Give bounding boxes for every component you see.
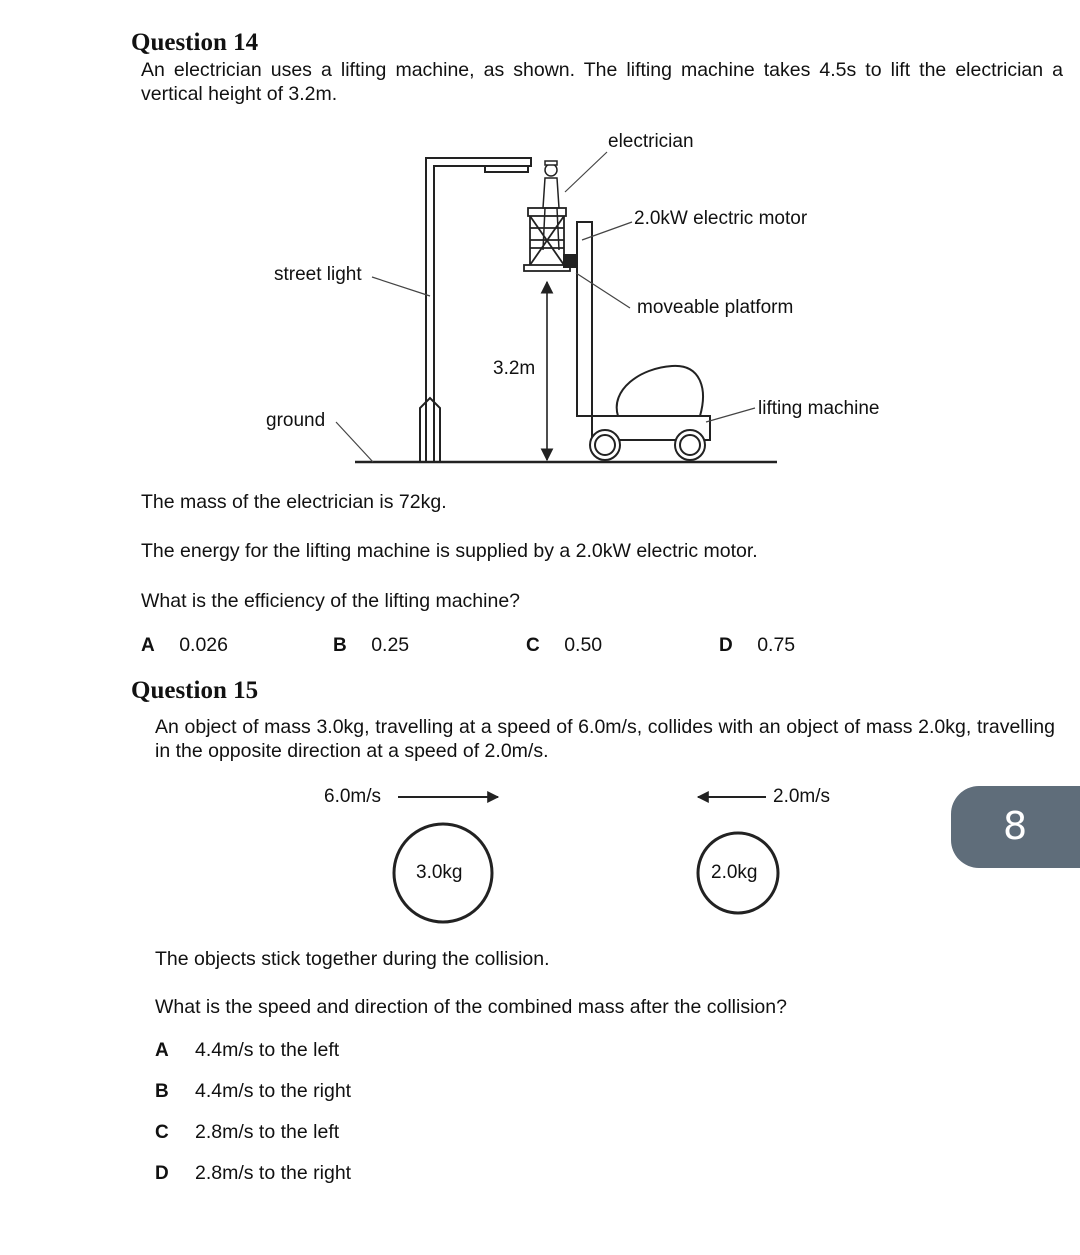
q14-option-c[interactable]: C 0.50 — [526, 634, 603, 656]
lifting-machine-diagram — [0, 120, 1080, 480]
q14-mass-statement: The mass of the electrician is 72kg. — [141, 491, 447, 513]
label-electrician: electrician — [608, 131, 694, 152]
question-14-title: Question 14 — [131, 29, 259, 56]
label-moveable-platform: moveable platform — [637, 297, 794, 318]
question-15-title: Question 15 — [131, 677, 259, 704]
page-number-tab[interactable] — [951, 786, 1080, 868]
motor-block — [563, 254, 577, 268]
label-mass-3kg: 3.0kg — [416, 862, 463, 883]
leader-ground — [336, 422, 373, 462]
lifting-machine-body — [590, 366, 710, 460]
label-mass-2kg: 2.0kg — [711, 862, 758, 883]
label-speed-2: 2.0m/s — [773, 786, 831, 807]
leader-motor — [582, 222, 632, 240]
leader-platform — [576, 273, 630, 308]
q15-stick-statement: The objects stick together during the collision. — [155, 948, 550, 970]
label-lifting-machine: lifting machine — [758, 398, 880, 419]
label-electric-motor: 2.0kW electric motor — [634, 208, 808, 229]
q15-option-b[interactable]: B 4.4m/s to the right — [155, 1080, 352, 1102]
label-street-light: street light — [274, 264, 362, 285]
question-14-intro: An electrician uses a lifting machine, as shown. The lifting machine takes 4.5s to lift the electrician a vertical height of 3.2m. — [141, 59, 1063, 105]
q14-option-a[interactable]: A 0.026 — [141, 634, 228, 656]
label-height: 3.2m — [493, 358, 536, 379]
page-number: 8 — [1003, 804, 1028, 848]
q14-option-d[interactable]: D 0.75 — [719, 634, 796, 656]
leader-electrician — [565, 152, 607, 192]
q14-question: What is the efficiency of the lifting machine? — [141, 590, 521, 612]
q14-option-b[interactable]: B 0.25 — [333, 634, 410, 656]
leader-machine — [706, 408, 755, 422]
collision-diagram — [0, 780, 1080, 930]
label-ground: ground — [266, 410, 326, 431]
q15-option-c[interactable]: C 2.8m/s to the left — [155, 1121, 340, 1143]
leader-street-light — [372, 277, 430, 296]
label-speed-6: 6.0m/s — [324, 786, 382, 807]
q14-energy-statement: The energy for the lifting machine is supplied by a 2.0kW electric motor. — [141, 540, 758, 562]
question-15-intro: An object of mass 3.0kg, travelling at a speed of 6.0m/s, collides with an object of mass 2.0kg, travelling in the opposite direction at a speed of 2.0m/s. — [155, 716, 1055, 762]
q15-question: What is the speed and direction of the combined mass after the collision? — [155, 996, 787, 1018]
q15-option-a[interactable]: A 4.4m/s to the left — [155, 1039, 340, 1061]
street-light — [420, 158, 531, 462]
q15-option-d[interactable]: D 2.8m/s to the right — [155, 1162, 352, 1184]
lift-mast — [577, 222, 592, 416]
